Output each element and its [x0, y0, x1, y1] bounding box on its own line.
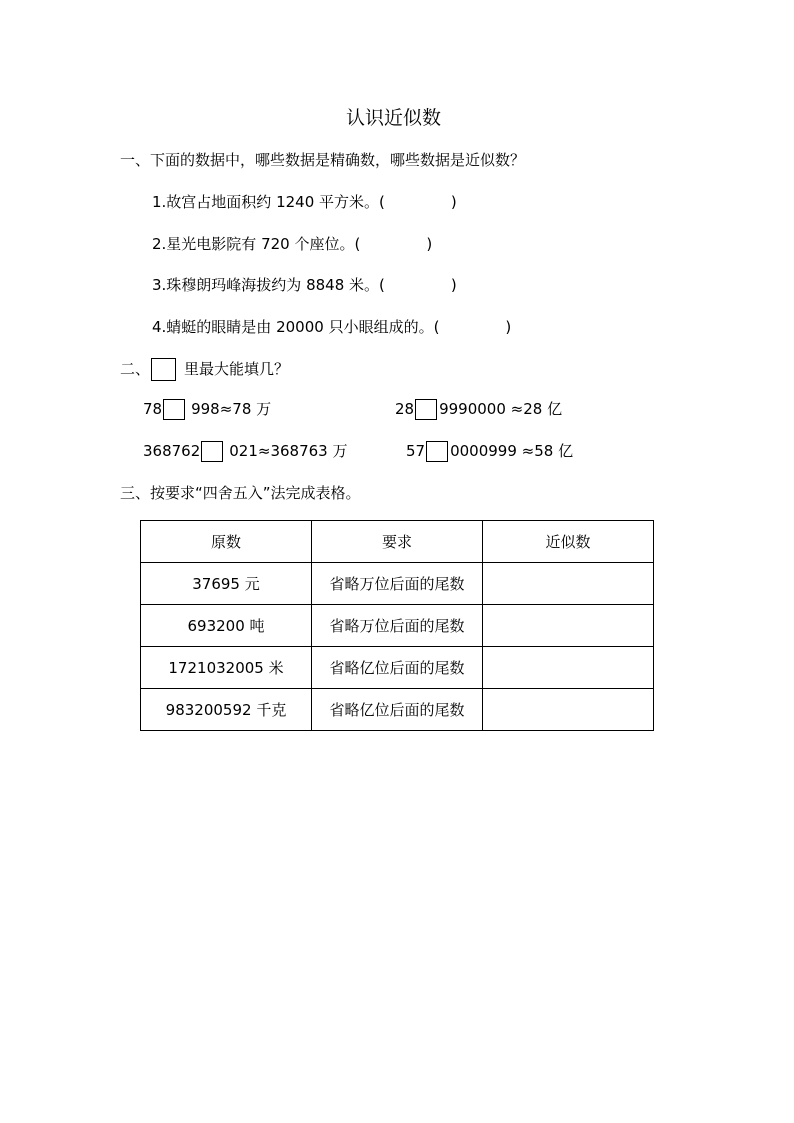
cell-answer[interactable]	[483, 605, 654, 647]
question-text: 1.故宫占地面积约 1240 平方米。(	[152, 193, 385, 211]
header-requirement: 要求	[312, 521, 483, 563]
cell-original: 983200592 千克	[141, 689, 312, 731]
cell-original: 693200 吨	[141, 605, 312, 647]
number-before: 28	[395, 400, 415, 418]
table-row	[141, 689, 654, 731]
answer-box-example	[151, 358, 176, 381]
cell-answer[interactable]	[483, 563, 654, 605]
cell-original: 1721032005 米	[141, 647, 312, 689]
cell-requirement: 省略亿位后面的尾数	[312, 689, 483, 731]
question-text: 2.星光电影院有 720 个座位。(	[152, 235, 361, 253]
number-after: 0000999 ≈58 亿	[450, 442, 574, 460]
heading-prefix: 二、	[120, 360, 151, 378]
table-row	[141, 605, 654, 647]
number-after: 021≈368763 万	[229, 442, 348, 460]
header-original: 原数	[141, 521, 312, 563]
cell-requirement: 省略亿位后面的尾数	[312, 647, 483, 689]
number-before: 57	[406, 442, 426, 460]
question-1-3	[152, 275, 457, 295]
number-before: 368762	[143, 442, 201, 460]
section-2-heading	[120, 358, 289, 381]
table-header-row	[141, 521, 654, 563]
answer-box[interactable]	[415, 399, 437, 420]
number-after: 9990000 ≈28 亿	[439, 400, 563, 418]
table-row	[141, 647, 654, 689]
bracket-close: )	[426, 235, 433, 253]
page-title: 认识近似数	[346, 107, 442, 129]
bracket-close: )	[505, 318, 512, 336]
answer-box[interactable]	[163, 399, 185, 420]
answer-box[interactable]	[201, 441, 223, 462]
question-text: 4.蜻蜓的眼睛是由 20000 只小眼组成的。(	[152, 318, 440, 336]
answer-box[interactable]	[426, 441, 448, 462]
section-1-heading: 一、下面的数据中，哪些数据是精确数，哪些数据是近似数？	[120, 151, 526, 169]
cell-requirement: 省略万位后面的尾数	[312, 563, 483, 605]
heading-suffix: 里最大能填几？	[184, 360, 290, 378]
question-text: 3.珠穆朗玛峰海拔约为 8848 米。(	[152, 276, 385, 294]
problem-2-4	[406, 441, 573, 462]
cell-answer[interactable]	[483, 689, 654, 731]
number-before: 78	[143, 400, 163, 418]
problem-2-2	[395, 399, 562, 420]
bracket-close: )	[450, 276, 457, 294]
question-1-1	[152, 192, 457, 212]
question-1-2	[152, 234, 432, 254]
bracket-close: )	[450, 193, 457, 211]
cell-original: 37695 元	[141, 563, 312, 605]
cell-requirement: 省略万位后面的尾数	[312, 605, 483, 647]
problem-2-3	[143, 441, 348, 462]
cell-answer[interactable]	[483, 647, 654, 689]
header-approximation: 近似数	[483, 521, 654, 563]
problem-2-1	[143, 399, 271, 420]
section-3-heading: 三、按要求“四舍五入”法完成表格。	[120, 484, 361, 502]
number-after: 998≈78 万	[191, 400, 272, 418]
rounding-table	[140, 520, 654, 731]
table-row	[141, 563, 654, 605]
question-1-4	[152, 317, 511, 337]
